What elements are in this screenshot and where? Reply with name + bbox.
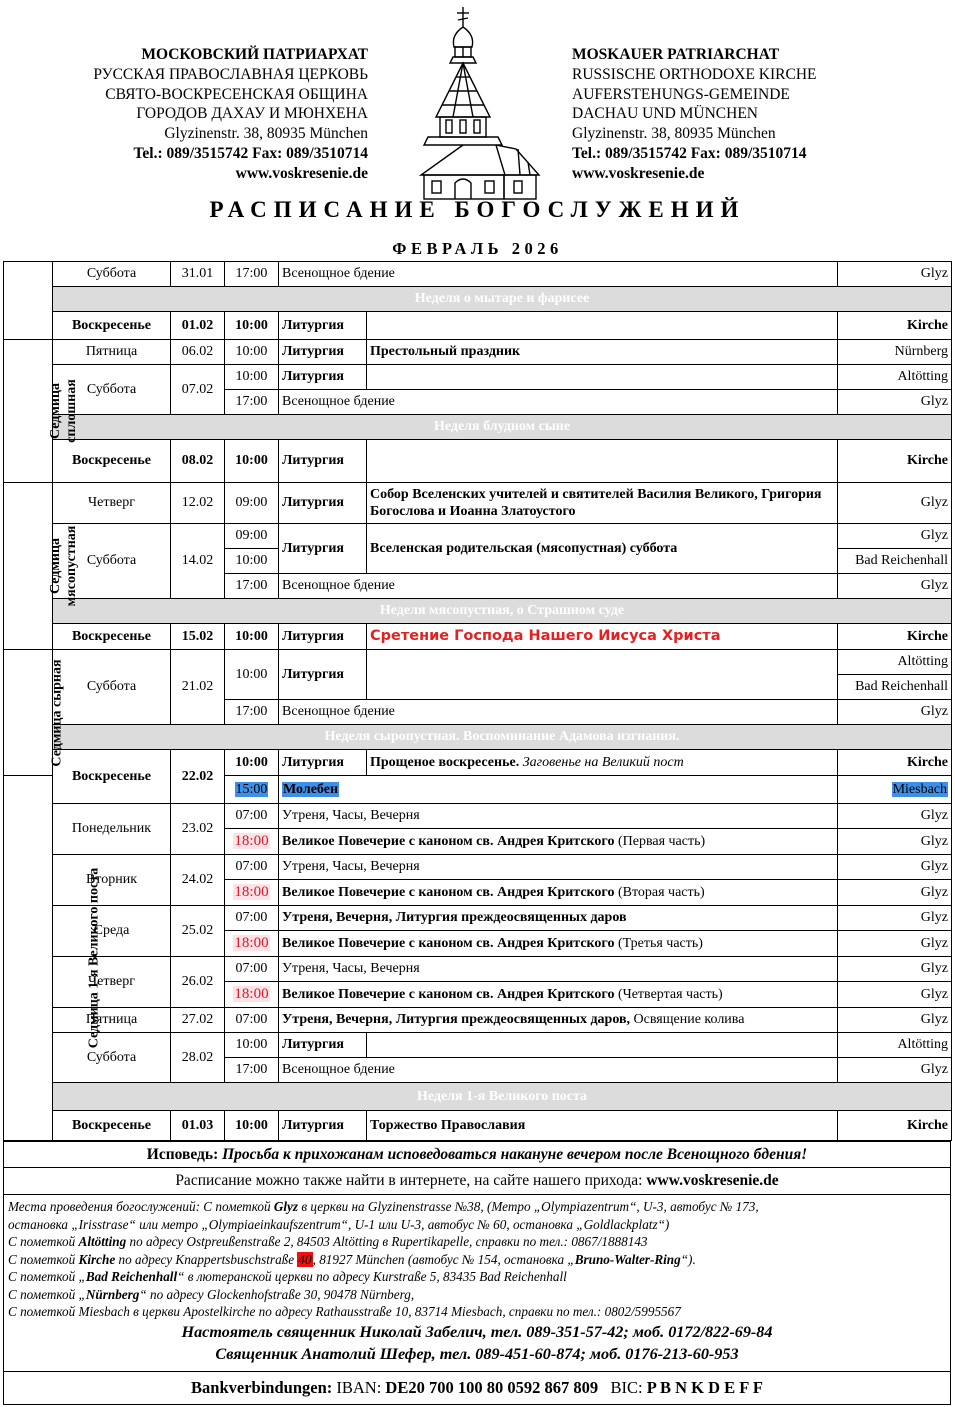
service-cell: Литургия	[279, 650, 367, 700]
week-label: Седмица сплошная	[4, 340, 53, 483]
table-row	[4, 750, 952, 776]
service-cell: Великое Повечерие с каноном св. Андрея Критского (Четвертая часть)	[279, 982, 838, 1008]
highlighted-time: 18:00	[234, 833, 269, 849]
time-cell: 10:00	[225, 1033, 279, 1058]
service-cell: Литургия	[279, 440, 367, 483]
date-cell: 07.02	[171, 365, 225, 415]
place-cell: Altötting	[838, 365, 952, 390]
place-cell: Kirche	[838, 1111, 952, 1141]
date-cell: 08.02	[171, 440, 225, 483]
loc-line-glyz: Места проведения богослужений: С пометкой Glyz в церкви на Glyzinenstrasse №38, (Метро „Olympiazentrum“, U-3, автобус № 173,	[8, 1199, 759, 1214]
locations-list	[4, 1195, 950, 1321]
address-ru: Glyzinenstr. 38, 80935 München	[164, 125, 368, 143]
sunday-title: Неделя сыропустная. Воспоминание Адамова изгнания.	[53, 725, 952, 750]
place-cell: Glyz	[838, 931, 952, 957]
place-cell: Nürnberg	[838, 340, 952, 365]
locations-box	[3, 1194, 951, 1372]
table-row	[4, 855, 952, 880]
time-cell: 10:00	[225, 750, 279, 776]
time-cell	[225, 776, 279, 804]
day-cell: Воскресенье	[53, 750, 171, 804]
highlighted-time: 18:00	[234, 884, 269, 900]
cities-de: DACHAU UND MÜNCHEN	[572, 105, 758, 123]
day-cell: Понедельник	[53, 804, 171, 855]
service-cell: Утреня, Вечерня, Литургия преждеосвященных даров, Освящение колива	[279, 1008, 838, 1033]
address-de: Glyzinenstr. 38, 80935 München	[572, 125, 776, 143]
table-row	[4, 483, 952, 524]
place-cell: Glyz	[838, 262, 952, 287]
service-cell: Литургия	[279, 483, 367, 524]
table-row	[4, 1008, 952, 1033]
table-row	[4, 340, 952, 365]
time-cell: 10:00	[225, 1111, 279, 1141]
place-cell: Glyz	[838, 804, 952, 829]
time-cell: 17:00	[225, 390, 279, 415]
table-row	[4, 906, 952, 931]
month-title: ФЕВРАЛЬ 2026	[392, 239, 563, 258]
feast-cell	[367, 312, 838, 340]
week-label-empty	[4, 262, 53, 340]
service-cell: Всенощное бдение	[279, 574, 838, 599]
website-de: www.voskresenie.de	[572, 164, 705, 182]
place-cell: Kirche	[838, 440, 952, 483]
place-cell: Kirche	[838, 624, 952, 650]
place-cell	[838, 776, 952, 804]
feast-cell: Собор Вселенских учителей и святителей Василия Великого, Григория Богослова и Иоанна Златоустого	[367, 483, 838, 524]
date-cell: 24.02	[171, 855, 225, 906]
bic: P B N K D E F F	[646, 1378, 763, 1397]
day-cell: Среда	[53, 906, 171, 957]
day-cell: Воскресенье	[53, 624, 171, 650]
confession-label: Исповедь:	[146, 1146, 219, 1163]
table-row	[4, 1033, 952, 1058]
time-cell: 17:00	[225, 1058, 279, 1083]
time-cell: 10:00	[225, 365, 279, 390]
page-title: РАСПИСАНИЕ БОГОСЛУЖЕНИЙ	[209, 197, 746, 222]
table-row	[4, 624, 952, 650]
place-cell: Bad Reichenhall	[838, 549, 952, 574]
header-right	[572, 45, 817, 184]
sunday-row	[4, 725, 952, 750]
day-cell: Воскресенье	[53, 312, 171, 340]
highlighted-time: 18:00	[234, 935, 269, 951]
date-cell: 21.02	[171, 650, 225, 725]
time-cell	[225, 829, 279, 855]
day-cell: Воскресенье	[53, 1111, 171, 1141]
time-cell: 17:00	[225, 700, 279, 725]
rector-contact: Настоятель священник Николай Забелич, тел. 089-351-57-42; моб. 0172/822-69-84	[181, 1322, 773, 1341]
service-cell: Утреня, Часы, Вечерня	[279, 804, 838, 829]
place-cell: Glyz	[838, 524, 952, 549]
place-cell: Glyz	[838, 483, 952, 524]
place-cell: Glyz	[838, 1008, 952, 1033]
time-cell: 10:00	[225, 650, 279, 700]
place-cell: Altötting	[838, 1033, 952, 1058]
service-cell: Литургия	[279, 340, 367, 365]
highlighted-time: 15:00	[235, 781, 268, 797]
day-cell: Суббота	[53, 524, 171, 599]
place-cell: Altötting	[838, 650, 952, 675]
loc-line-nuernberg: С пометкой „Nürnberg“ по адресу Glockenhofstraße 30, 90478 Nürnberg,	[8, 1286, 415, 1302]
date-cell: 01.02	[171, 312, 225, 340]
service-cell: Литургия	[279, 750, 367, 776]
service-cell: Великое Повечерие с каноном св. Андрея Критского (Третья часть)	[279, 931, 838, 957]
community-de: AUFERSTEHUNGS-GEMEINDE	[572, 85, 790, 103]
date-cell: 26.02	[171, 957, 225, 1008]
day-cell: Воскресенье	[53, 440, 171, 483]
header-left	[0, 45, 368, 184]
date-cell: 25.02	[171, 906, 225, 957]
service-cell: Великое Повечерие с каноном св. Андрея Критского (Вторая часть)	[279, 880, 838, 906]
time-cell: 17:00	[225, 262, 279, 287]
phone-de: Tel.: 089/3515742 Fax: 089/3510714	[572, 144, 807, 162]
service-cell: Литургия	[279, 312, 367, 340]
place-cell: Kirche	[838, 312, 952, 340]
feast-cell	[367, 1033, 838, 1058]
date-cell: 01.03	[171, 1111, 225, 1141]
table-row	[4, 957, 952, 982]
time-cell: 10:00	[225, 340, 279, 365]
table-row	[4, 312, 952, 340]
service-cell	[279, 776, 838, 804]
time-cell: 07:00	[225, 957, 279, 982]
table-row	[4, 804, 952, 829]
day-cell: Четверг	[53, 957, 171, 1008]
service-cell: Литургия	[279, 1033, 367, 1058]
date-cell: 14.02	[171, 524, 225, 599]
time-cell: 17:00	[225, 574, 279, 599]
time-cell: 10:00	[225, 312, 279, 340]
place-cell: Bad Reichenhall	[838, 675, 952, 700]
date-cell: 15.02	[171, 624, 225, 650]
feast-cell	[367, 750, 838, 776]
sunday-title: Неделя мясопустная, о Страшном суде	[53, 599, 952, 624]
sunday-row	[4, 1083, 952, 1111]
feast-cell	[367, 624, 838, 650]
week-label: Седмица сырная	[4, 650, 53, 776]
feast-cell	[367, 365, 838, 390]
time-cell: 09:00	[225, 483, 279, 524]
date-cell: 06.02	[171, 340, 225, 365]
table-row	[4, 440, 952, 483]
service-cell: Всенощное бдение	[279, 262, 838, 287]
priest-contact: Священник Анатолий Шефер, тел. 089-451-60-874; моб. 0176-213-60-953	[215, 1344, 739, 1363]
schedule-table	[3, 261, 952, 1141]
feast-cell	[367, 440, 838, 483]
church-logo	[408, 5, 546, 201]
service-cell: Литургия	[279, 1111, 367, 1141]
date-cell: 12.02	[171, 483, 225, 524]
day-cell: Пятница	[53, 1008, 171, 1033]
table-row	[4, 1111, 952, 1141]
table-row	[4, 365, 952, 390]
date-cell: 28.02	[171, 1033, 225, 1083]
time-cell: 07:00	[225, 1008, 279, 1033]
time-cell: 10:00	[225, 624, 279, 650]
service-cell: Литургия	[279, 524, 367, 574]
note-text: Заговенье на Великий пост	[522, 754, 684, 770]
service-cell: Утреня, Вечерня, Литургия преждеосвященных даров	[279, 906, 838, 931]
day-cell: Пятница	[53, 340, 171, 365]
place-cell: Glyz	[838, 829, 952, 855]
confession-text: Просьба к прихожанам исповедоваться накануне вечером после Всенощного бдения!	[222, 1146, 808, 1163]
place-cell: Glyz	[838, 957, 952, 982]
time-cell	[225, 880, 279, 906]
phone-ru: Tel.: 089/3515742 Fax: 089/3510714	[133, 144, 368, 162]
service-cell: Всенощное бдение	[279, 700, 838, 725]
week-label: Седмица мясопустная	[4, 483, 53, 650]
church-de: RUSSISCHE ORTHODOXE KIRCHE	[572, 65, 817, 83]
loc-line-glyz-2: остановка „Irisstrase“ или метро „Olympiaeinkaufszentrum“, U-1 или U-3, автобус № 60, остановка „Goldlackplatz“)	[8, 1216, 670, 1232]
day-cell: Четверг	[53, 483, 171, 524]
time-cell: 07:00	[225, 906, 279, 931]
cities-ru: ГОРОДОВ ДАХАУ И МЮНХЕНА	[136, 105, 368, 123]
place-cell: Glyz	[838, 880, 952, 906]
highlighted-service: Молебен	[283, 781, 339, 797]
date-cell: 27.02	[171, 1008, 225, 1033]
loc-line-reichenhall: С пометкой „Bad Reichenhall“ в лютеранской церкви по адресу Kurstraße 5, 83435 Bad Reichenhall	[8, 1269, 567, 1284]
table-row	[4, 262, 952, 287]
feast-cell: Вселенская родительская (мясопустная) суббота	[367, 524, 838, 574]
confession-note	[3, 1141, 951, 1168]
date-cell: 31.01	[171, 262, 225, 287]
place-cell: Glyz	[838, 390, 952, 415]
patriarchate-ru: МОСКОВСКИЙ ПАТРИАРХАТ	[141, 46, 368, 63]
service-cell: Литургия	[279, 624, 367, 650]
loc-line-miesbach: С пометкой Miesbach в церкви Apostelkirche по адресу Rathausstraße 10, 83714 Miesbach, справки по тел.: 0802/5995567	[8, 1304, 681, 1319]
time-cell: 10:00	[225, 549, 279, 574]
feast-cell: Торжество Православия	[367, 1111, 838, 1141]
time-cell: 07:00	[225, 804, 279, 829]
table-row	[4, 524, 952, 549]
clergy-contacts	[4, 1321, 950, 1365]
online-note	[3, 1167, 951, 1195]
loc-line-altoetting: С пометкой Altötting по адресу Ostpreußenstraße 2, 84503 Altötting в Rupertikapelle, справки по тел.: 0867/1888143	[8, 1234, 648, 1249]
patriarchate-de: MOSKAUER PATRIARCHAT	[572, 46, 780, 63]
time-cell	[225, 982, 279, 1008]
church-ru: РУССКАЯ ПРАВОСЛАВНАЯ ЦЕРКОВЬ	[93, 65, 368, 83]
day-cell: Вторник	[53, 855, 171, 906]
day-cell: Суббота	[53, 262, 171, 287]
day-cell: Суббота	[53, 1033, 171, 1083]
place-cell: Glyz	[838, 1058, 952, 1083]
table-row	[4, 650, 952, 675]
place-cell: Glyz	[838, 906, 952, 931]
day-cell: Суббота	[53, 365, 171, 415]
website-link[interactable]: www.voskresenie.de	[646, 1172, 779, 1189]
date-cell: 23.02	[171, 804, 225, 855]
place-cell: Glyz	[838, 700, 952, 725]
place-cell: Glyz	[838, 982, 952, 1008]
bank-details: Bankverbindungen: IBAN: DE20 700 100 80 0592 867 809 BIC: P B N K D E F F	[3, 1371, 951, 1405]
day-cell: Суббота	[53, 650, 171, 725]
online-text: Расписание можно также найти в интернете, на сайте нашего прихода:	[175, 1172, 643, 1189]
feast-cell: Престольный праздник	[367, 340, 838, 365]
sunday-row	[4, 599, 952, 624]
week-label: Седмица 1-я Великого поста	[4, 776, 53, 1141]
feast-cell	[367, 650, 838, 700]
highlighted-place: Miesbach	[892, 781, 947, 797]
website-ru: www.voskresenie.de	[235, 164, 368, 182]
sunday-title: Неделя о мытаре и фарисее	[53, 287, 952, 312]
time-cell: 09:00	[225, 524, 279, 549]
community-ru: СВЯТО-ВОСКРЕСЕНСКАЯ ОБЩИНА	[105, 85, 368, 103]
sunday-row	[4, 415, 952, 440]
sunday-title: Неделя 1-я Великого поста	[53, 1083, 952, 1111]
loc-line-kirche: С пометкой Kirche по адресу Knappertsbuschstraße 40, 81927 München (автобус № 154, остановка „Bruno-Walter-Ring“).	[8, 1251, 696, 1267]
place-cell: Glyz	[838, 855, 952, 880]
service-cell: Великое Повечерие с каноном св. Андрея Критского (Первая часть)	[279, 829, 838, 855]
date-cell: 22.02	[171, 750, 225, 804]
sunday-title: Неделя блудном сыне	[53, 415, 952, 440]
feast-red-text: Сретение Господа Нашего Иисуса Христа	[370, 628, 721, 644]
service-cell: Всенощное бдение	[279, 1058, 838, 1083]
highlighted-time: 18:00	[234, 986, 269, 1002]
place-cell: Kirche	[838, 750, 952, 776]
place-cell: Glyz	[838, 574, 952, 599]
feast-text: Прощеное воскресенье.	[370, 754, 520, 770]
time-cell	[225, 931, 279, 957]
time-cell: 07:00	[225, 855, 279, 880]
service-cell: Утреня, Часы, Вечерня	[279, 855, 838, 880]
service-cell: Всенощное бдение	[279, 390, 838, 415]
service-cell: Утреня, Часы, Вечерня	[279, 957, 838, 982]
sunday-row	[4, 287, 952, 312]
time-cell: 10:00	[225, 440, 279, 483]
iban: DE20 700 100 80 0592 867 809	[385, 1378, 599, 1397]
service-cell: Литургия	[279, 365, 367, 390]
